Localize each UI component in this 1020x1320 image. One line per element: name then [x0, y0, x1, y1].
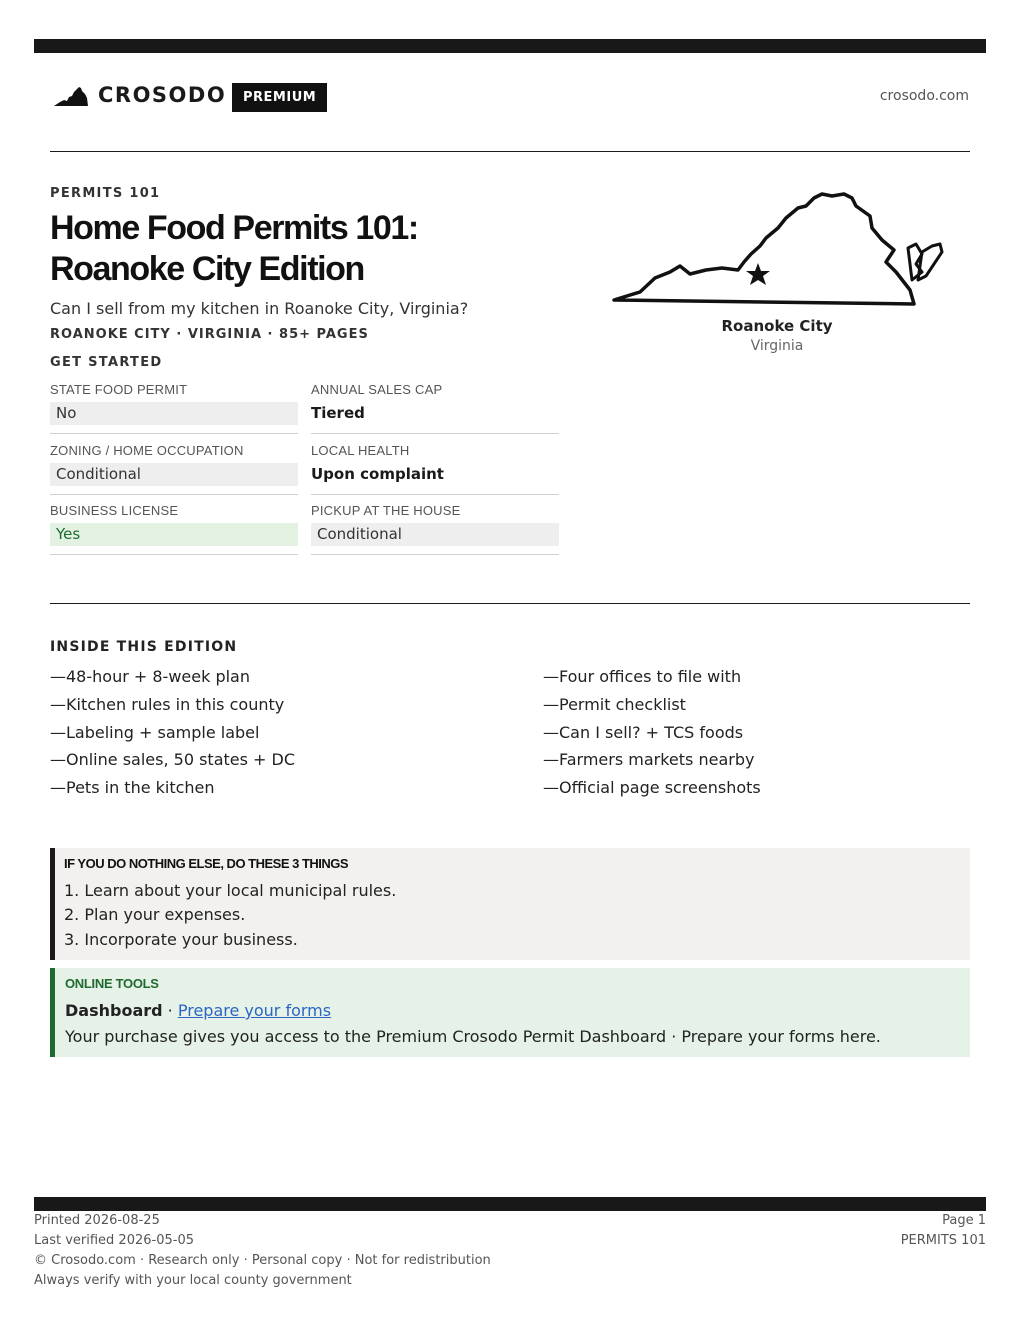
field-annual-sales-cap: [311, 382, 559, 434]
callout-item: 1. Learn about your local municipal rules.: [64, 881, 397, 900]
inside-heading: INSIDE THIS EDITION: [50, 639, 238, 655]
page-title: [50, 208, 590, 290]
tools-description: Your purchase gives you access to the Premium Crosodo Permit Dashboard · Prepare your forms here.: [65, 1027, 881, 1046]
footer-section: PERMITS 101: [900, 1233, 986, 1248]
toc-item: —Official page screenshots: [543, 778, 761, 797]
toc-item: —Pets in the kitchen: [50, 778, 215, 797]
title-line-1: Home Food Permits 101:: [50, 209, 418, 247]
callout-item: 2. Plan your expenses.: [64, 905, 246, 924]
field-value: Conditional: [50, 463, 298, 486]
meta-line: ROANOKE CITY · VIRGINIA · 85+ PAGES: [50, 327, 369, 342]
get-started-heading: GET STARTED: [50, 355, 163, 370]
premium-badge: PREMIUM: [232, 83, 327, 112]
field-value: Upon complaint: [311, 465, 444, 483]
field-label: BUSINESS LICENSE: [50, 503, 179, 518]
field-local-health: [311, 443, 559, 495]
callout-title: IF YOU DO NOTHING ELSE, DO THESE 3 THINGS: [64, 856, 349, 871]
eyebrow: PERMITS 101: [50, 186, 161, 201]
field-value: Yes: [50, 523, 298, 546]
section-divider: [50, 603, 970, 604]
verified-date: Last verified 2026-05-05: [34, 1233, 194, 1248]
field-value: Conditional: [311, 523, 559, 546]
toc-item: —Permit checklist: [543, 695, 686, 714]
toc-item: —Farmers markets nearby: [543, 750, 755, 769]
tools-line: [65, 1001, 331, 1020]
top-bar: [34, 39, 986, 53]
dashboard-label: Dashboard: [65, 1001, 163, 1020]
map-city-label: Roanoke City: [721, 317, 833, 335]
tools-title: ONLINE TOOLS: [65, 976, 159, 991]
prepare-forms-link[interactable]: Prepare your forms: [177, 1001, 332, 1020]
toc-item: —Labeling + sample label: [50, 723, 260, 742]
copyright-line: © Crosodo.com · Research only · Personal copy · Not for redistribution: [34, 1253, 491, 1268]
brand-name: CROSODO: [98, 83, 227, 107]
field-label: PICKUP AT THE HOUSE: [311, 503, 461, 518]
tools-separator: ·: [162, 1001, 178, 1020]
field-label: ANNUAL SALES CAP: [311, 382, 443, 397]
header-divider: [50, 151, 970, 152]
subtitle: Can I sell from my kitchen in Roanoke City, Virginia?: [50, 299, 469, 318]
field-label: ZONING / HOME OCCUPATION: [50, 443, 244, 458]
printed-date: Printed 2026-08-25: [34, 1213, 160, 1228]
toc-item: —48-hour + 8-week plan: [50, 667, 250, 686]
toc-item: —Kitchen rules in this county: [50, 695, 285, 714]
header: [50, 80, 970, 116]
toc-item: —Online sales, 50 states + DC: [50, 750, 296, 769]
page-number: Page 1: [942, 1213, 986, 1228]
field-value: No: [50, 402, 298, 425]
online-tools-box: [50, 968, 970, 1057]
field-zoning-home-occupation: [50, 443, 298, 495]
virginia-map-icon: [610, 188, 946, 310]
title-line-2: Roanoke City Edition: [50, 250, 364, 288]
toc-item: —Four offices to file with: [543, 667, 742, 686]
callout-item: 3. Incorporate your business.: [64, 930, 298, 949]
star-icon: [746, 263, 770, 285]
field-label: LOCAL HEALTH: [311, 443, 410, 458]
virginia-state-silhouette-icon: [54, 86, 88, 108]
verify-notice: Always verify with your local county government: [34, 1273, 352, 1288]
three-things-callout: [50, 848, 970, 960]
field-label: STATE FOOD PERMIT: [50, 382, 188, 397]
bottom-bar: [34, 1197, 986, 1211]
map-state-label: Virginia: [750, 338, 804, 354]
site-url: crosodo.com: [879, 88, 969, 104]
field-state-food-permit: [50, 382, 298, 434]
field-business-license: [50, 503, 298, 555]
field-pickup-at-house: [311, 503, 559, 555]
field-value: Tiered: [311, 404, 365, 422]
toc-item: —Can I sell? + TCS foods: [543, 723, 744, 742]
